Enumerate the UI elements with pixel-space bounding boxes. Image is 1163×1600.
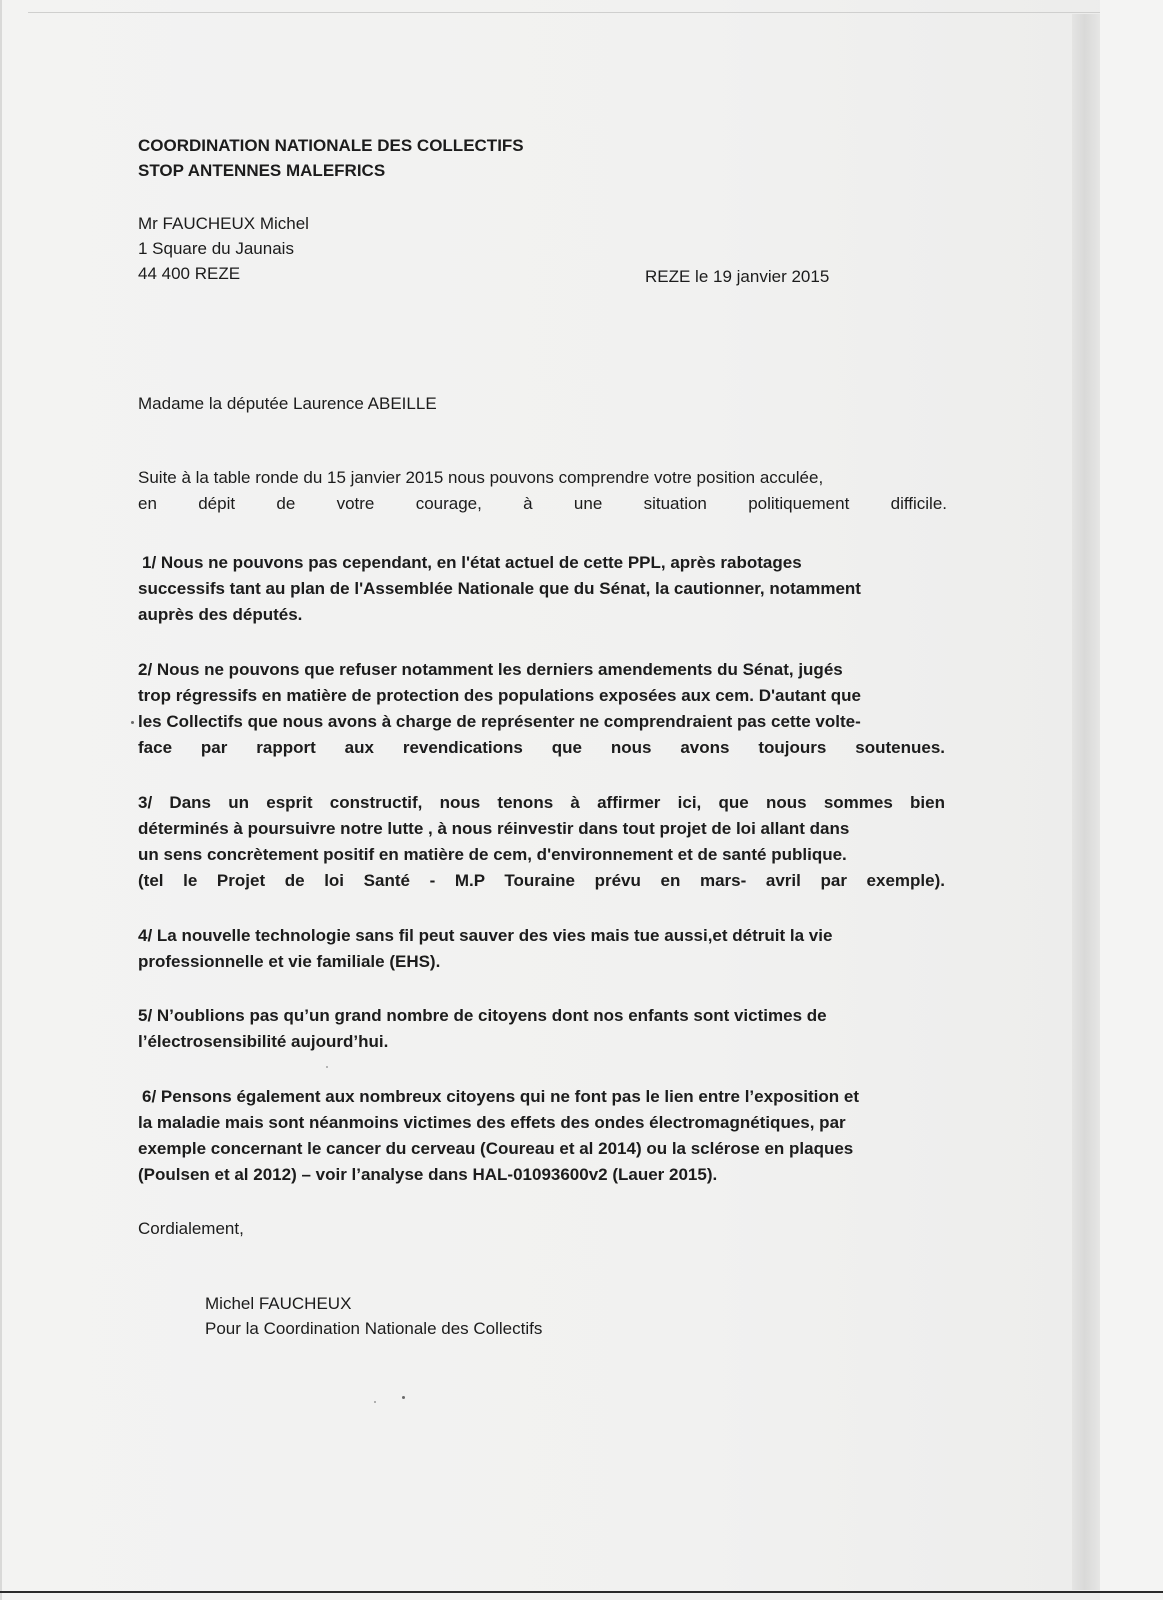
- scan-speck: [402, 1396, 405, 1399]
- point-2-line: les Collectifs que nous avons à charge de représenter ne comprendraient pas cette volte-: [138, 712, 861, 731]
- scan-margin: [1100, 0, 1163, 1600]
- point-1-line: auprès des députés.: [138, 605, 303, 624]
- scan-speck: [326, 1066, 328, 1068]
- scan-shadow: [1072, 14, 1100, 1590]
- point-3-line: 3/ Dans un esprit constructif, nous tenons à affirmer ici, que nous sommes bien: [138, 793, 945, 812]
- point-2-line: 2/ Nous ne pouvons que refuser notamment les derniers amendements du Sénat, jugés: [138, 660, 843, 679]
- org-name-line1: COORDINATION NATIONALE DES COLLECTIFS: [138, 136, 524, 155]
- signature-role: Pour la Coordination Nationale des Collectifs: [205, 1319, 543, 1338]
- point-6-line: la maladie mais sont néanmoins victimes des effets des ondes électromagnétiques, par: [138, 1113, 846, 1132]
- intro-line: en dépit de votre courage, à une situation politiquement difficile.: [138, 494, 947, 513]
- point-6-line: (Poulsen et al 2012) – voir l’analyse dans HAL-01093600v2 (Lauer 2015).: [138, 1165, 718, 1184]
- closing: Cordialement,: [138, 1219, 244, 1238]
- page-top-edge: [28, 12, 1100, 13]
- point-4-line: professionnelle et vie familiale (EHS).: [138, 952, 441, 971]
- date-line: REZE le 19 janvier 2015: [645, 267, 830, 286]
- point-3-line: un sens concrètement positif en matière de cem, d'environnement et de santé publique.: [138, 845, 847, 864]
- scan-speck: [374, 1401, 376, 1403]
- point-6-line: 6/ Pensons également aux nombreux citoyens qui ne font pas le lien entre l’exposition et: [142, 1087, 860, 1106]
- signature-name: Michel FAUCHEUX: [205, 1294, 352, 1313]
- point-1-line: successifs tant au plan de l'Assemblée Nationale que du Sénat, la cautionner, notamment: [138, 579, 861, 598]
- point-4-line: 4/ La nouvelle technologie sans fil peut sauver des vies mais tue aussi,et détruit la vie: [138, 926, 833, 945]
- point-3-line: déterminés à poursuivre notre lutte , à nous réinvestir dans tout projet de loi allant dans: [138, 819, 850, 838]
- point-6-line: exemple concernant le cancer du cerveau (Coureau et al 2014) ou la sclérose en plaques: [138, 1139, 854, 1158]
- intro-line: Suite à la table ronde du 15 janvier 2015 nous pouvons comprendre votre position acculée,: [138, 468, 824, 487]
- org-name-line2: STOP ANTENNES MALEFRICS: [138, 161, 386, 180]
- sender-name: Mr FAUCHEUX Michel: [138, 214, 309, 233]
- point-3-line: (tel le Projet de loi Santé - M.P Touraine prévu en mars- avril par exemple).: [138, 871, 945, 890]
- page-bottom-edge: [0, 1591, 1163, 1593]
- point-2-line: face par rapport aux revendications que nous avons toujours soutenues.: [138, 738, 945, 757]
- page-left-edge: [0, 0, 2, 1600]
- recipient: Madame la députée Laurence ABEILLE: [138, 394, 437, 413]
- point-5-line: 5/ N’oublions pas qu’un grand nombre de citoyens dont nos enfants sont victimes de: [138, 1006, 827, 1025]
- sender-city: 44 400 REZE: [138, 264, 241, 283]
- scan-speck: [131, 721, 134, 724]
- sender-street: 1 Square du Jaunais: [138, 239, 294, 258]
- point-2-line: trop régressifs en matière de protection des populations exposées aux cem. D'autant que: [138, 686, 861, 705]
- point-5-line: l’électrosensibilité aujourd’hui.: [138, 1032, 389, 1051]
- point-1-line: 1/ Nous ne pouvons pas cependant, en l'état actuel de cette PPL, après rabotages: [142, 553, 802, 572]
